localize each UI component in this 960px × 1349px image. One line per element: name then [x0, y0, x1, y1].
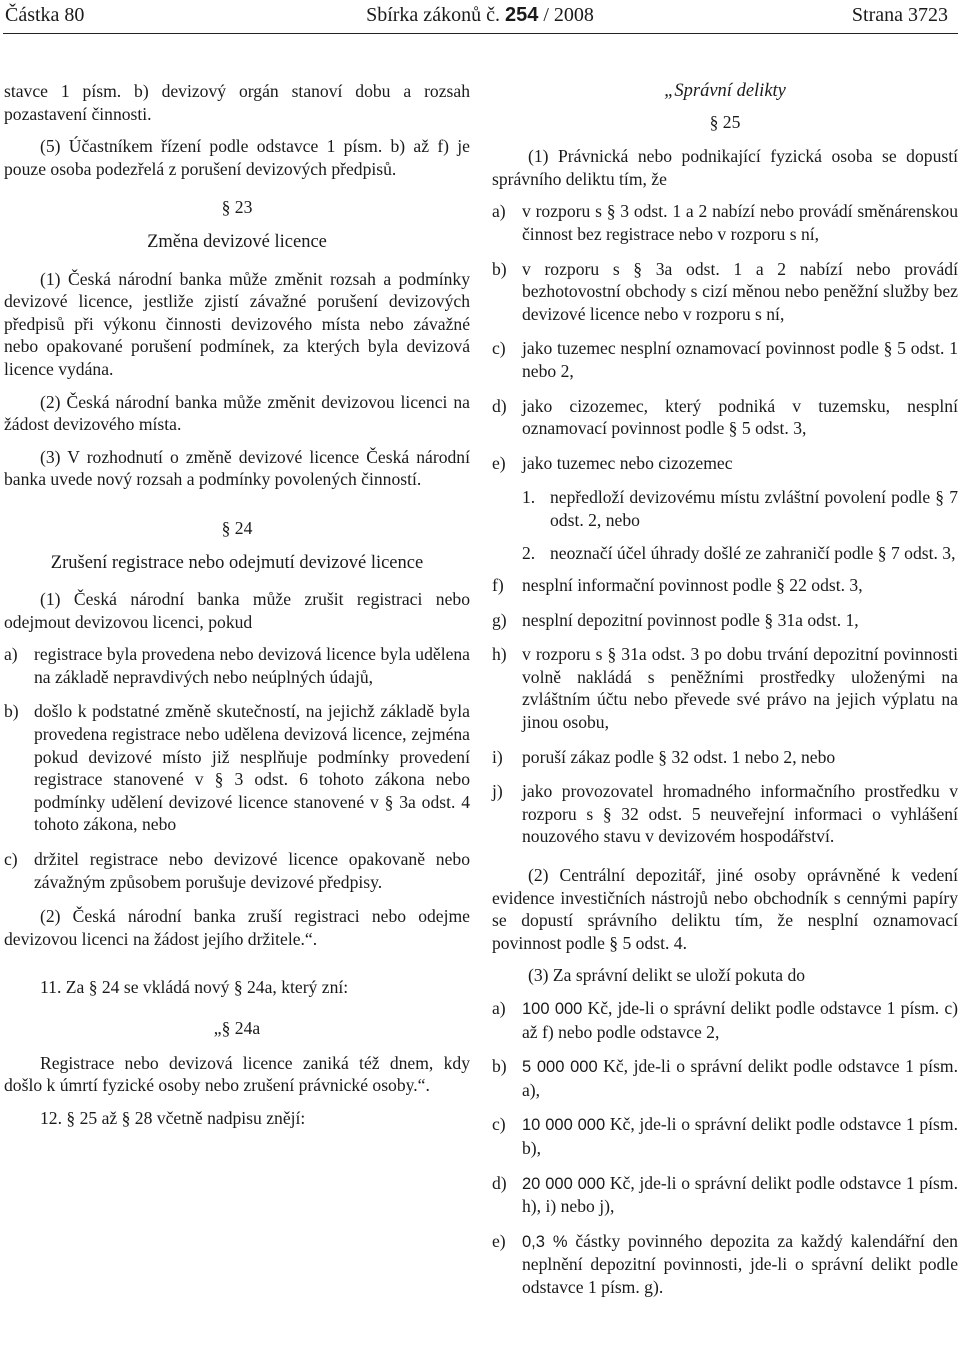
paragraph: (2) Česká národní banka může změnit devizovou licenci na žádost devizového místa.	[4, 391, 470, 435]
fine-amount: 5 000 000	[522, 1058, 598, 1077]
list-item	[492, 200, 958, 245]
item-label: g)	[492, 609, 507, 630]
page-header	[0, 0, 960, 30]
item-text: Kč, jde-li o správní delikt podle odstavce 1 písm. c) až f) nebo podle odstavce 2,	[522, 998, 958, 1042]
fine-item	[492, 1113, 958, 1159]
collection-title	[310, 2, 650, 28]
item-text: Kč, jde-li o správní delikt podle odstavce 1 písm. h), i) nebo j),	[522, 1172, 958, 1217]
item-label: j)	[492, 781, 503, 802]
list-item	[492, 395, 958, 440]
section-title: Změna devizové licence	[147, 231, 327, 252]
item-text: nesplní depozitní povinnost podle § 31a odst. 1,	[522, 609, 859, 630]
item-label: h)	[492, 644, 507, 665]
item-label: b)	[4, 701, 19, 722]
header-divider	[3, 33, 958, 34]
item-text: v rozporu s § 31a odst. 3 po dobu trvání depozitní povinnosti volně nakládá s peněžními prostředky uloženými na zvláštním účtu nebo převede své právo na jejich výplatu na jinou osobu,	[522, 644, 958, 733]
paragraph: (3) Za správní delikt se uloží pokuta do	[528, 965, 806, 986]
list-item	[492, 780, 958, 848]
paragraph: (3) V rozhodnutí o změně devizové licence Česká národní banka uvede nový rozsah a podmínky povolených činností.	[4, 446, 470, 490]
item-label: d)	[492, 1172, 507, 1193]
fine-amount: 20 000 000	[522, 1174, 606, 1193]
item-label: a)	[492, 998, 506, 1018]
item-label: b)	[492, 258, 507, 279]
section-number: § 23	[221, 197, 253, 218]
fine-item	[492, 1055, 958, 1101]
collection-name: Sbírka zákonů č.	[366, 4, 500, 26]
list-item	[4, 700, 470, 836]
page-number: Strana 3723	[851, 4, 948, 26]
paragraph: (2) Česká národní banka zruší registraci nebo odejme devizovou licenci na žádost jejího držitele.“.	[4, 906, 470, 949]
amendment-point: 11. Za § 24 se vkládá nový § 24a, který zní:	[40, 977, 349, 998]
item-text: jako tuzemec nebo cizozemec	[522, 452, 733, 473]
item-label: c)	[4, 849, 18, 870]
item-text: došlo k podstatné změně skutečností, na jejichž základě byla provedena registrace nebo udělena devizová licence, zejména pokud devizové místo již nesplňuje podmínky provedení registrace stanovené v § 3 odst. 6 tohoto zákona nebo podmínky udělení devizové licence stanovené v § 3a odst. 4 tohoto zákona, nebo	[34, 701, 470, 835]
item-text: registrace byla provedena nebo devizová licence byla udělena na základě nepravdivých nebo neúplných údajů,	[34, 644, 470, 687]
paragraph: (1) Právnická nebo podnikající fyzická osoba se dopustí správního deliktu tím, že	[492, 146, 958, 189]
item-text: jako provozovatel hromadného informačního prostředku v rozporu s § 32 odst. 5 neuveřejní informaci o vyhlášení nouzového stavu v devizovém hospodářství.	[522, 781, 958, 847]
list-item	[492, 609, 958, 632]
item-text: v rozporu s § 3 odst. 1 a 2 nabízí nebo provádí směnárenskou činnost bez registrace nebo v rozporu s ní,	[522, 201, 958, 244]
fine-amount: 10 000 000	[522, 1116, 606, 1135]
item-text: držitel registrace nebo devizové licence opakovaně nebo závažným způsobem porušuje devizové předpisy.	[34, 849, 470, 892]
fine-item	[492, 1172, 958, 1218]
item-label: e)	[492, 1230, 506, 1251]
paragraph: (5) Účastníkem řízení podle odstavce 1 písm. b) až f) je pouze osoba podezřelá z porušení devizových předpisů.	[4, 136, 470, 179]
amendment-point: 12. § 25 až § 28 včetně nadpisu znějí:	[40, 1107, 306, 1128]
list-item	[492, 574, 958, 597]
section-number: § 24	[221, 517, 253, 538]
item-text: jako cizozemec, který podniká v tuzemsku, nesplní oznamovací povinnost podle § 5 odst. 3,	[522, 395, 958, 439]
list-item	[492, 746, 958, 769]
item-text: v rozporu s § 3a odst. 1 a 2 nabízí nebo provádí bezhotovostní obchody s cizí měnou nebo peněžní služby bez devizové licence nebo v rozporu s ní,	[522, 258, 958, 324]
sub-item-label: 2.	[522, 542, 536, 563]
sub-item	[492, 542, 958, 565]
paragraph: (2) Centrální depozitář, jiné osoby oprávněné k vedení evidence investičních nástrojů nebo obchodník s cennými papíry se dopustí správního deliktu tím, že nesplní oznamovací povinnost podle § 5 odst. 4.	[492, 865, 958, 953]
item-text: částky povinného depozita za každý kalendářní den neplnění depozitní povinnosti, jde-li o správní delikt podle odstavce 1 písm. g).	[522, 1230, 958, 1297]
item-label: a)	[4, 644, 18, 665]
sub-item-label: 1.	[522, 487, 536, 508]
right-column	[492, 80, 958, 1311]
item-label: i)	[492, 746, 503, 767]
section-title: Zrušení registrace nebo odejmutí devizové licence	[50, 552, 424, 573]
collection-year: / 2008	[543, 4, 594, 26]
fine-amount: 100 000	[522, 1000, 583, 1018]
sub-item	[492, 486, 958, 531]
fine-amount: 0,3 %	[522, 1232, 568, 1251]
paragraph: (1) Česká národní banka může změnit rozsah a podmínky devizové licence, jestliže zjistí závažné porušení devizových předpisů při výkonu činnosti devizového místa nebo závažné nebo opakované porušení podmínek, za kterých byla devizová licence vydána.	[4, 268, 470, 379]
fine-item	[492, 997, 958, 1043]
item-label: b)	[492, 1056, 507, 1077]
item-text: jako tuzemec nesplní oznamovací povinnost podle § 5 odst. 1 nebo 2,	[522, 338, 958, 381]
list-item	[4, 848, 470, 893]
section-number: § 25	[709, 111, 741, 132]
list-item	[492, 452, 958, 475]
sub-item-text: neoznačí účel úhrady došlé ze zahraničí podle § 7 odst. 3,	[550, 542, 956, 563]
item-label: d)	[492, 395, 507, 416]
fine-item	[492, 1230, 958, 1299]
item-label: c)	[492, 338, 506, 359]
paragraph: stavce 1 písm. b) devizový orgán stanoví dobu a rozsah pozastavení činnosti.	[4, 81, 470, 124]
item-text: Kč, jde-li o správní delikt podle odstavce 1 písm. b),	[522, 1114, 958, 1158]
paragraph: (1) Česká národní banka může zrušit registraci nebo odejmout devizovou licenci, pokud	[4, 589, 470, 632]
item-label: c)	[492, 1114, 506, 1135]
item-label: f)	[492, 575, 504, 596]
paragraph: Registrace nebo devizová licence zaniká též dnem, kdy došlo k úmrtí fyzické osoby nebo zrušení právnické osoby.“.	[4, 1052, 470, 1096]
list-item	[492, 643, 958, 733]
item-text: nesplní informační povinnost podle § 22 odst. 3,	[522, 575, 863, 596]
list-item	[492, 258, 958, 326]
item-label: e)	[492, 452, 506, 473]
item-text: Kč, jde-li o správní delikt podle odstavce 1 písm. a),	[522, 1056, 958, 1100]
left-column	[4, 80, 470, 1139]
item-label: a)	[492, 201, 506, 222]
list-item	[492, 337, 958, 382]
part-heading: „Správní delikty	[664, 81, 786, 101]
section-number: „§ 24a	[213, 1018, 261, 1038]
list-item	[4, 643, 470, 688]
item-text: poruší zákaz podle § 32 odst. 1 nebo 2, nebo	[522, 746, 836, 767]
issue-number: Částka 80	[5, 4, 85, 26]
sub-item-text: nepředloží devizovému místu zvláštní povolení podle § 7 odst. 2, nebo	[550, 487, 958, 530]
collection-number: 254	[504, 4, 539, 26]
